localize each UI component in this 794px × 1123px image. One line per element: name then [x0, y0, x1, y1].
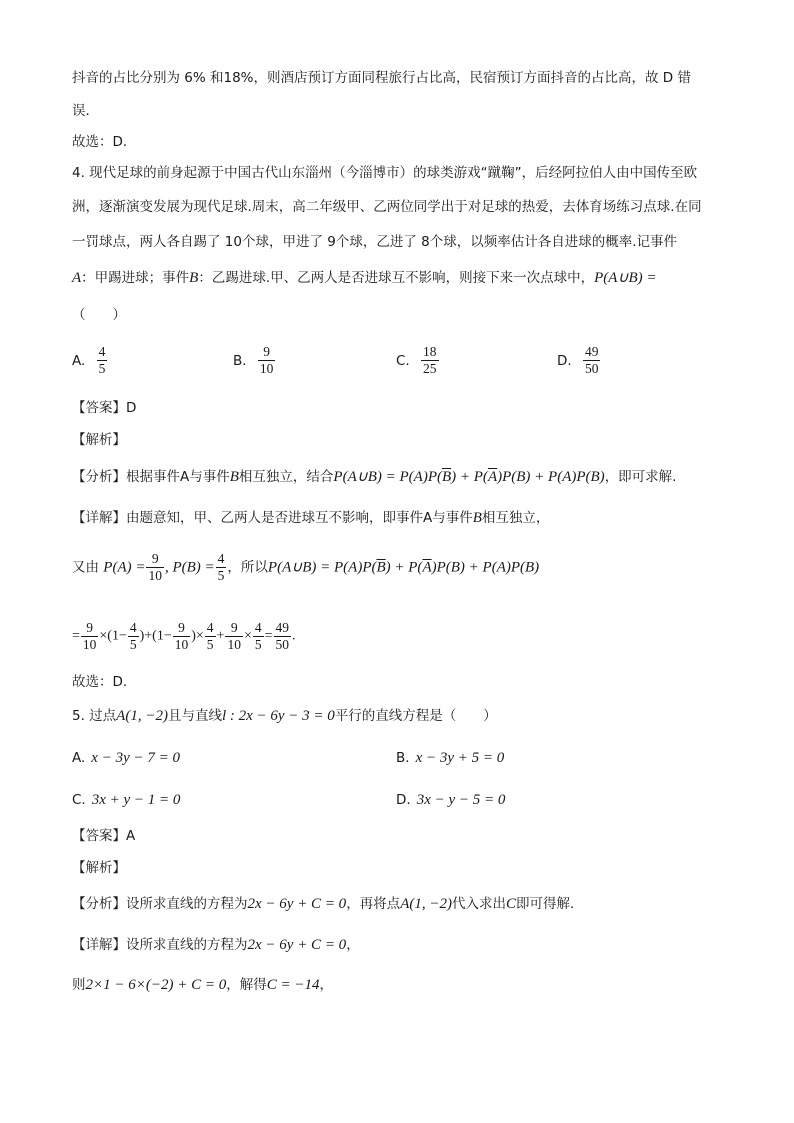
numerator: 9	[173, 620, 191, 637]
denominator: 10	[174, 637, 189, 652]
fraction	[225, 620, 243, 653]
calc-part: =	[264, 628, 273, 644]
numerator: 9	[146, 551, 164, 568]
q4-paren: （ ）	[72, 307, 126, 323]
q4-text: ：乙踢进球.甲、乙两人是否进球互不影响，则接下来一次点球中，	[198, 270, 595, 286]
q5-answer: 【答案】A	[72, 828, 136, 844]
q3-choose: 故选：D．	[72, 134, 137, 150]
complement-b: $\overline{B}$	[376, 559, 386, 576]
q5-text: 代入求出	[451, 896, 506, 912]
option-fraction	[97, 344, 108, 377]
q4-stem-line1: 4. 现代足球的前身起源于中国古代山东淄州（今淄博市）的球类游戏“蹴鞠”，后经阿拉伯人由中国传至欧	[72, 165, 698, 181]
q5-text: 【分析】设所求直线的方程为	[72, 896, 248, 912]
denominator: 5	[98, 361, 106, 376]
q5-option-b[interactable]	[396, 748, 504, 768]
numerator: 9	[225, 620, 243, 637]
q4-text: ，所以	[227, 559, 268, 576]
q4-youyou	[72, 551, 539, 584]
option-label: C.	[396, 352, 410, 369]
option-label: A.	[72, 750, 86, 766]
formula-part: ) + P(	[451, 469, 488, 485]
option-label: B.	[233, 352, 247, 369]
result-c: C = −14	[266, 977, 320, 993]
numerator: 4	[217, 551, 225, 566]
substitution-equation: 2×1 − 6×(−2) + C = 0	[85, 977, 227, 993]
formula-part: )P(B) + P(A)P(B)	[431, 559, 540, 576]
denominator: 50	[584, 361, 599, 376]
q4-fenxi	[72, 467, 676, 487]
q4-option-b[interactable]	[233, 344, 276, 377]
q4-calc	[72, 620, 296, 653]
q4-xiangjie	[72, 508, 549, 528]
option-fraction	[421, 344, 439, 377]
q5-text: 【详解】设所求直线的方程为	[72, 937, 248, 953]
q5-option-a[interactable]	[72, 748, 180, 768]
formula-part: P(A∪B) = P(A)P(	[333, 469, 442, 485]
numerator: 18	[423, 344, 437, 359]
point-a: A(1, −2)	[116, 708, 168, 724]
option-equation: x − 3y + 5 = 0	[415, 750, 505, 766]
line-equation: 2x − 6y + C = 0	[247, 896, 347, 912]
option-label: D.	[396, 792, 411, 808]
calc-part: )+(1−	[139, 628, 172, 644]
event-b: B	[472, 510, 482, 526]
formula	[268, 560, 539, 576]
q3-tail-line1: 抖音的占比分别为 6% 和18%，则酒店预订方面同程旅行占比高，民宿预订方面抖音的占比高，故 D 错	[72, 70, 691, 86]
fraction	[274, 620, 292, 653]
event-b: B	[229, 469, 239, 485]
denominator: 25	[423, 361, 437, 376]
q5-text: 且与直线	[167, 708, 222, 724]
q4-text: 【详解】由题意知，甲、乙两人是否进球互不影响，即事件A与事件	[72, 510, 473, 526]
complement-a: $\overline{A}$	[487, 469, 498, 485]
q5-analysis-heading: 【解析】	[72, 860, 126, 876]
q4-text: ，即可求解.	[604, 469, 677, 485]
event-b: B	[189, 270, 199, 286]
option-fraction	[258, 344, 276, 377]
constant-c: C	[505, 896, 516, 912]
q5-text: 即可得解.	[515, 896, 575, 912]
denominator: 5	[254, 637, 262, 652]
option-label: D.	[557, 352, 572, 369]
line-equation: 2x − 6y + C = 0	[247, 937, 347, 953]
option-fraction	[583, 344, 601, 377]
formula-part: ) + P(	[385, 559, 423, 576]
calc-part: =	[72, 628, 80, 644]
numerator: 49	[275, 620, 290, 635]
denominator: 10	[148, 568, 162, 583]
q4-text: 【分析】根据事件A与事件	[72, 469, 230, 485]
q4-text: ：甲踢进球；事件	[81, 270, 190, 286]
fraction	[205, 620, 216, 653]
complement-a: $\overline{A}$	[422, 559, 432, 576]
q5-xiangjie	[72, 935, 360, 955]
q4-stem-line2: 洲，逐渐演变发展为现代足球.周末，高二年级甲、乙两位同学出于对足球的热爱，去体育场练习点球.在同	[72, 199, 702, 215]
q5-text: 平行的直线方程是（ ）	[334, 708, 497, 724]
q4-stem-line4	[72, 268, 656, 288]
calc-part: .	[292, 628, 296, 644]
option-equation: 3x − y − 5 = 0	[416, 792, 506, 808]
option-label: C.	[72, 792, 86, 808]
option-label: A.	[72, 352, 86, 369]
q5-text: 5. 过点	[72, 708, 117, 724]
numerator: 4	[98, 344, 106, 359]
point-a: A(1, −2)	[400, 896, 452, 912]
q5-stem	[72, 706, 497, 726]
denominator: 10	[227, 637, 241, 652]
q5-solve	[72, 975, 333, 995]
formula	[333, 469, 604, 485]
event-a: A	[72, 270, 82, 286]
calc-part: )×	[191, 628, 204, 644]
q4-option-c[interactable]	[396, 344, 440, 377]
formula-part: )P(B) + P(A)P(B)	[497, 469, 605, 485]
numerator: 4	[254, 620, 262, 635]
denominator: 50	[275, 637, 290, 652]
numerator: 49	[584, 344, 599, 359]
q4-text: 又由	[72, 559, 99, 576]
q5-option-d[interactable]	[396, 790, 505, 810]
option-equation: 3x + y − 1 = 0	[91, 792, 181, 808]
q3-tail-line2: 误．	[72, 103, 99, 119]
q5-option-c[interactable]	[72, 790, 180, 810]
numerator: 9	[81, 620, 99, 637]
option-label: B.	[396, 750, 410, 766]
calc-part: ×	[243, 628, 252, 644]
q4-option-d[interactable]	[557, 344, 601, 377]
fraction	[173, 620, 191, 653]
denominator: 5	[129, 637, 137, 652]
denominator: 5	[206, 637, 214, 652]
union-formula: P(A∪B) =	[594, 270, 657, 286]
formula-part: , P(B) =	[164, 559, 215, 576]
numerator: 4	[206, 620, 214, 635]
calc-part: +	[216, 628, 225, 644]
denominator: 5	[217, 568, 225, 583]
denominator: 10	[82, 637, 97, 652]
q5-text: ，再将点	[346, 896, 401, 912]
formula-part: P(A) =	[103, 559, 146, 576]
numerator: 4	[129, 620, 137, 635]
complement-b: $\overline{B}$	[441, 469, 452, 485]
q4-text: 相互独立，结合	[238, 469, 334, 485]
q5-text: ，解得	[226, 977, 267, 993]
fraction	[253, 620, 264, 653]
fraction	[128, 620, 139, 653]
denominator: 10	[259, 361, 274, 376]
q4-stem-line3: 一罚球点，两人各自踢了 10个球，甲进了 9个球，乙进了 8个球，以频率估计各自进球的概率.记事件	[72, 234, 678, 250]
option-equation: x − 3y − 7 = 0	[91, 750, 180, 766]
line-equation: l : 2x − 6y − 3 = 0	[221, 708, 335, 724]
fraction	[146, 551, 164, 584]
q5-text: 则	[72, 977, 86, 993]
q4-answer: 【答案】D	[72, 400, 137, 416]
q5-text: ，	[319, 977, 333, 993]
q5-fenxi	[72, 894, 574, 914]
fraction	[81, 620, 99, 653]
q4-text: 相互独立，	[481, 510, 550, 526]
fraction	[216, 551, 227, 584]
q5-text: ，	[346, 937, 360, 953]
numerator: 9	[258, 344, 276, 361]
formula-part: P(A∪B) = P(A)P(	[267, 559, 377, 576]
q4-choose: 故选：D.	[72, 674, 128, 690]
calc-part: ×(1−	[99, 628, 127, 644]
q4-analysis-heading: 【解析】	[72, 432, 126, 448]
q4-option-a[interactable]	[72, 344, 108, 377]
